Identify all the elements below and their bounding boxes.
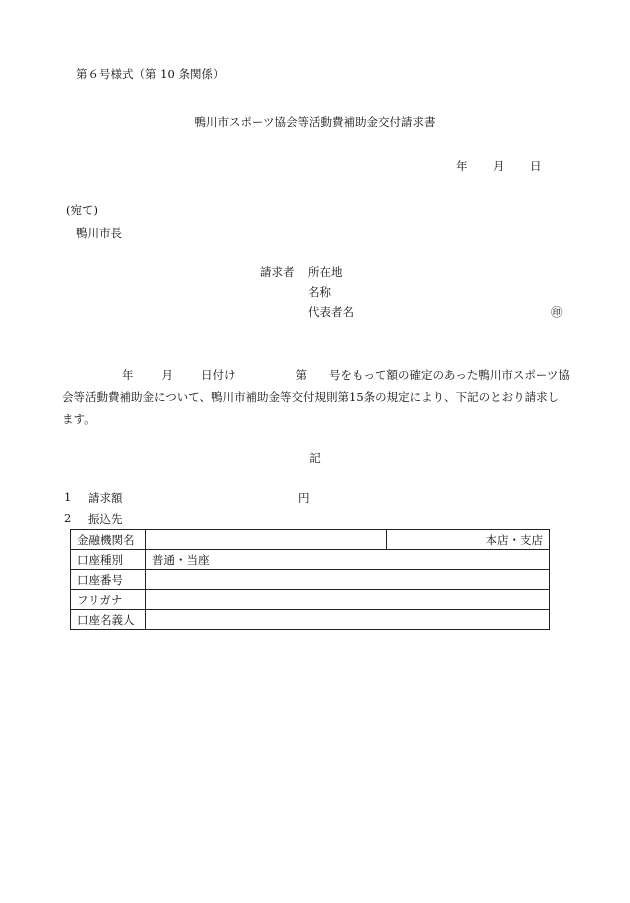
item-1-yen-suffix: 円 [298,491,310,505]
branch-type-value: 本店・支店 [387,530,550,550]
body-dai: 第 [295,368,307,382]
table-row [71,570,550,590]
addressee-prefix: (宛て) [66,203,98,217]
bank-account-table [70,529,550,630]
body-dated: 日付け [201,368,236,382]
body-month: 月 [161,368,173,382]
table-row [71,610,550,630]
body-year: 年 [122,368,134,382]
furigana-label: フリガナ [71,590,146,610]
seal-mark: ㊞ [551,305,563,319]
requester-name-label: 名称 [308,285,331,299]
item-1-number: 1 [64,490,72,504]
date-day-label: 日 [530,159,542,173]
account-type-value: 普通・当座 [146,550,550,570]
table-row [71,530,550,550]
requester-representative-label: 代表者名 [308,305,354,319]
body-rest: 号をもって額の確定のあった鴨川市スポーツ協会等活動費補助金について、鴨川市補助金等交付規則第15条の規定により、下記のとおり請求します。 [62,368,570,426]
furigana-value [146,590,550,610]
table-row [71,590,550,610]
table-row [71,550,550,570]
ki-heading: 記 [309,451,321,465]
form-number: 第６号様式（第 10 条関係） [76,67,225,81]
account-holder-label: 口座名義人 [71,610,146,630]
account-type-label: 口座種別 [71,550,146,570]
date-year-label: 年 [456,159,468,173]
account-number-label: 口座番号 [71,570,146,590]
date-month-label: 月 [493,159,505,173]
item-2-label: 振込先 [88,512,123,526]
bank-name-value [146,530,387,550]
document-title: 鴨川市スポーツ協会等活動費補助金交付請求書 [194,115,436,129]
request-body-text [62,364,570,430]
account-number-value [146,570,550,590]
item-2-number: 2 [64,511,72,525]
bank-name-label: 金融機関名 [71,530,146,550]
requester-address-label: 所在地 [308,265,343,279]
addressee-name: 鴨川市長 [76,226,122,240]
item-1-label: 請求額 [88,491,123,505]
requester-label: 請求者 [260,265,295,279]
account-holder-value [146,610,550,630]
